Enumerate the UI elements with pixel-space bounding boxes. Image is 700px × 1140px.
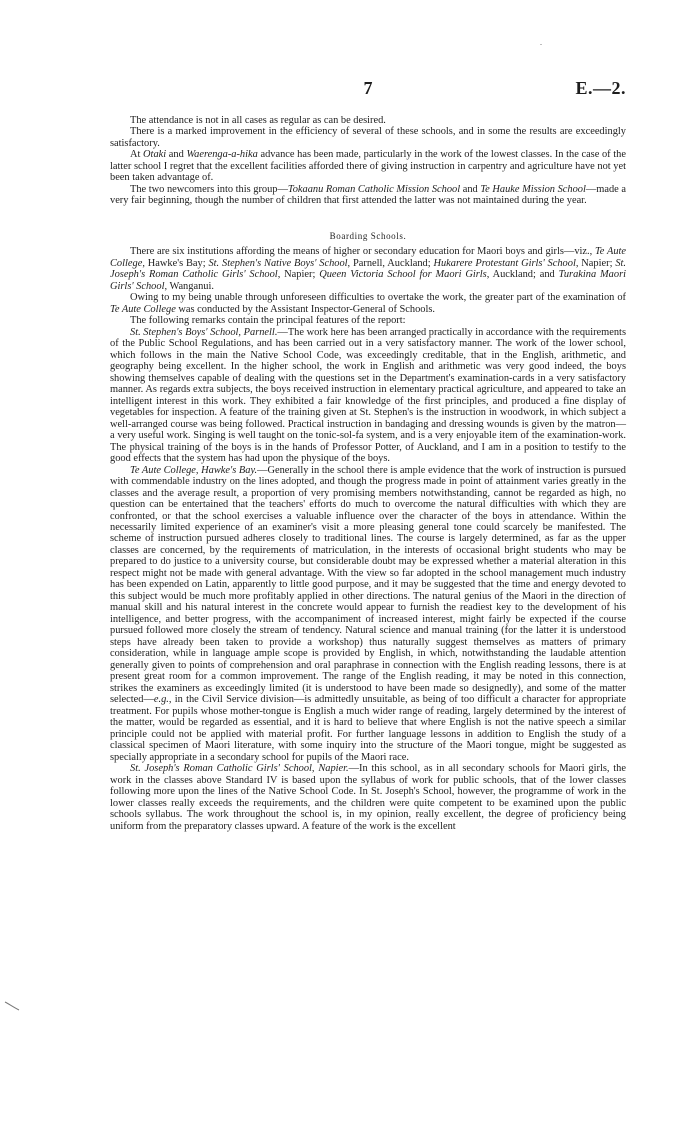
margin-mark: . xyxy=(540,38,542,47)
school-name: St. Joseph's Roman Catholic Girls' School xyxy=(110,257,626,281)
text: advance has been made, particularly in the work of the lowest classes. In the case of the latter school I regret that the excellent facilities afforded there of giving instruction in carpentry and agriculture have not yet been taken advantage of. xyxy=(110,149,626,184)
text: and xyxy=(166,149,187,161)
paragraph xyxy=(110,115,626,126)
text: The two newcomers into this group— xyxy=(130,183,288,195)
page-header xyxy=(110,78,626,102)
paragraph xyxy=(110,465,626,764)
text: —Generally in the school there is ample evidence that the work of instruction is pursued with commendable industry on the lines adopted, and though the progress made in point of attainment varies greatly in the classes and the average result, a proportion of very promising members notwithstanding, cannot be regarded as high, no question can be entertained that the teachers' efforts do much to overcome the natural difficulties with which they are confronted, or that the school exercises a valuable influence over the character of the boys in attendance. Within the necessarily limited experience of an examiner's visit a more pleasing general tone could scarcely be manifested. The scheme of instruction pursued adheres closely to traditional lines. The course is largely determined, as far as the upper classes are concerned, by the requirements of matriculation, in the interests of occasional bright students who may be prepared to do justice to a university course, but considerable doubt may be expressed whether a material alteration in this respect might not be made with general advantage. With the view so far adopted in the school management much industry has been expended on Latin, apparently to little good purpose, and it may be suggested that the time and energy devoted to this subject would be much more profitably applied in other directions. The natural genius of the Maori in the direction of manual skill and his natural interest in the concrete would appear to furnish the readiest key to the development of his intelligence, and better progress, with the accompaniment of increased interest, might fairly be expected if the course pursued followed more closely the stream of tendency. Natural science and manual training (for the latter it is understood steps have already been taken to provide a workshop) thus naturally suggest themselves as matters of primary consideration, while in language ample scope is provided by English, in which, notwithstanding the laudable attention generally given to points of comprehension and oral paraphrase in connection with the English reading lessons, there is at present great room for a common improvement. The range of the English reading, it may be noted in this connection, strikes the examiners as exceedingly limited (it is understood to have been made so designedly), and some of the matter selected— xyxy=(110,464,626,706)
paragraph-text: The following remarks contain the principal features of the report: xyxy=(130,315,406,327)
document-code: E.—2. xyxy=(575,78,626,98)
paragraph-text: The attendance is not in all cases as regular as can be desired. xyxy=(130,115,386,126)
section-lead: St. Stephen's Boys' School, Parnell. xyxy=(130,326,278,338)
paragraph xyxy=(110,246,626,292)
school-name: Waerenga-a-hika xyxy=(186,149,258,161)
school-name: Te Aute College xyxy=(110,303,176,315)
abbreviation: e.g. xyxy=(153,694,169,706)
school-name: Te Hauke Mission School xyxy=(480,183,586,195)
text: Owing to my being unable through unforeseen difficulties to overtake the work, the greater part of the examination of xyxy=(130,292,626,304)
text: —made a very fair beginning, though the number of children that first attended the latter was not maintained during the year. xyxy=(110,183,626,207)
margin-squiggle-icon xyxy=(4,1000,20,1012)
paragraph-text: There is a marked improvement in the efficiency of several of these schools, and in some the results are exceedingly satisfactory. xyxy=(110,126,626,149)
text: was conducted by the Assistant Inspector-General of Schools. xyxy=(175,303,436,315)
text: , in the Civil Service division—is admittedly unsuitable, as being of too difficult a character for appropriate treatment. For pupils whose mother-tongue is English a much wider range of reading, largely determined by the interest of the matter, would be regarded as essential, and it is hard to believe that where English is not the native speech a similar principle could not be applied with material profit. For further language lessons in addition to English the study of a classical specimen of Maori literature, with some inquiry into the structure of the Maori tongue, might be suggested as specially appropriate in a secondary school for pupils of the Maori race. xyxy=(110,694,626,763)
school-name: Hukarere Protestant Girls' School xyxy=(433,257,576,269)
paragraph xyxy=(110,126,626,149)
text: and xyxy=(460,183,481,195)
paragraph xyxy=(110,327,626,465)
text: , Auckland; and xyxy=(486,269,559,281)
paragraph xyxy=(110,149,626,183)
paragraph xyxy=(110,763,626,832)
school-name: St. Stephen's Native Boys' School xyxy=(208,257,348,269)
section-heading: Boarding Schools. xyxy=(329,230,407,241)
school-name: Otaki xyxy=(143,149,167,161)
school-name: Queen Victoria School for Maori Girls xyxy=(319,269,487,281)
paragraph xyxy=(110,184,626,207)
section-lead: Te Aute College, Hawke's Bay. xyxy=(130,464,258,476)
text: —In this school, as in all secondary schools for Maori girls, the work in the classes above Standard IV is based upon the syllabus of work for public schools, that of the lower classes following more upon the lines of the Native School Code. In St. Joseph's School, however, the programme of work in the lower classes really exceeds the requirements, and the children were quite competent to be examined upon the public schools syllabus. The work throughout the school is, in my opinion, really excellent, the degree of proficiency being uniform from the preparatory classes upward. A feature of the work is the excellent xyxy=(110,763,626,832)
text: , Parnell, Auckland; xyxy=(347,257,434,269)
school-name: Turakina Maori Girls' School xyxy=(110,269,626,292)
paragraph xyxy=(110,292,626,315)
text: , Napier; xyxy=(575,257,616,269)
text: , Hawke's Bay; xyxy=(142,257,209,269)
text: At xyxy=(130,149,144,161)
document-body xyxy=(110,115,626,832)
school-name: Tokaanu Roman Catholic Mission School xyxy=(287,183,461,195)
page-number: 7 xyxy=(363,78,373,98)
paragraph xyxy=(110,315,626,326)
text: , Napier; xyxy=(277,269,320,281)
text: —The work here has been arranged practically in accordance with the requirements of the Public School Regulations, and has been carried out in a very satisfactory manner. The work of the lower school, which follows in the main the Native School Code, was exceedingly creditable, that in the English, arithmetic, and geography being excellent. In the higher school, the work in English and arithmetic was very good indeed, the boys showing themselves capable of dealing with the questions set in the Department's examination-cards in a very satisfactory manner. As regards extra subjects, the boys received instruction in elementary practical agriculture, and appeared to take an intelligent interest in this work. They exhibited a fair knowledge of the first principles, and produced a fine display of vegetables for inspection. A feature of the training given at St. Stephen's is the instruction in woodwork, in which subject a well-arranged course was being followed. Practical instruction in bandaging and dressing wounds is given by the matron—a very useful work. Singing is well taught on the tonic-sol-fa system, and is a very enjoyable item of the examination-work. The physical training of the boys is in the hands of Professor Potter, of Auckland, and I am in a position to testify to the good effects that the system has had upon the physique of the boys. xyxy=(110,326,626,465)
text: There are six institutions affording the means of higher or secondary education for Maori boys and girls—viz., xyxy=(130,246,595,258)
school-name: Te Aute College xyxy=(110,246,627,269)
section-lead: St. Joseph's Roman Catholic Girls' School, Napier. xyxy=(130,763,349,775)
text: , Wanganui. xyxy=(164,280,214,292)
